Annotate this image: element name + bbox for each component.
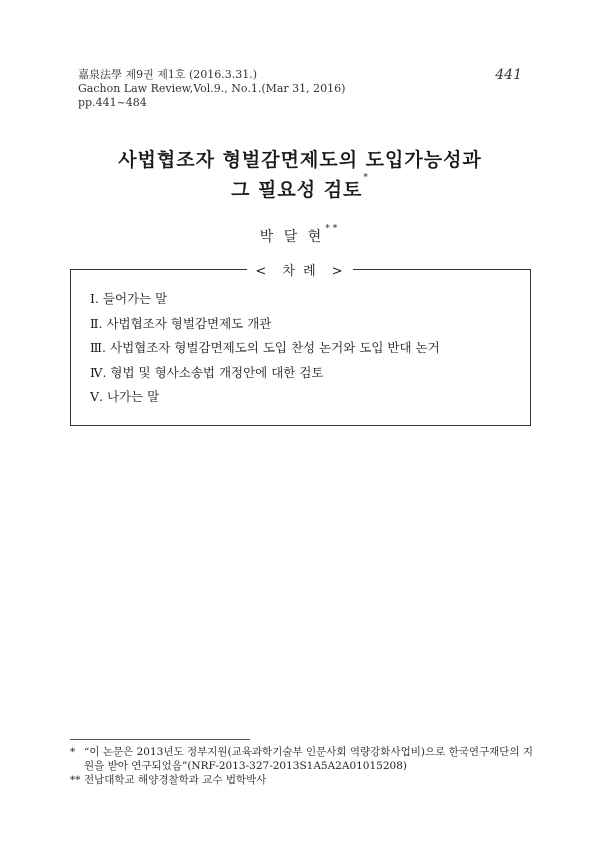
author <box>0 226 600 246</box>
footnote-mark: * <box>70 746 76 758</box>
footnote <box>70 773 540 787</box>
toc-right-bracket-icon: > <box>328 264 349 279</box>
footnotes <box>70 745 540 787</box>
journal-pages: pp.441~484 <box>78 96 147 109</box>
footnote <box>70 745 540 773</box>
toc-item: Ⅴ. 나가는 말 <box>90 389 160 404</box>
footnote-mark: ** <box>70 774 81 786</box>
footnote-text: “이 논문은 2013년도 정부지원(교육과학기술부 인문사회 역량강화사업비)으로 한국연구재단의 지원을 받아 연구되었음”(NRF-2013-327-2013S1A5A2A01015208) <box>84 746 534 772</box>
toc-item: Ⅱ. 사법협조자 형벌감면제도 개관 <box>90 315 272 331</box>
toc-list <box>90 289 440 412</box>
journal-header <box>78 68 345 110</box>
toc-item: Ⅲ. 사법협조자 형벌감면제도의 도입 찬성 논거와 도입 반대 논거 <box>90 340 440 355</box>
title-footnote-mark: * <box>363 173 369 183</box>
toc-left-bracket-icon: < <box>251 264 272 279</box>
footnote-text: 전남대학교 해양경찰학과 교수 법학박사 <box>84 774 267 786</box>
paper-title-line2: 그 필요성 검토* <box>231 173 369 201</box>
author-footnote-mark: ** <box>325 224 341 234</box>
toc-heading <box>0 260 600 279</box>
journal-issue-ko: 嘉泉法學 제9권 제1호 (2016.3.31.) <box>78 68 258 81</box>
author-name: 박 달 현 <box>259 229 325 245</box>
toc-heading-label: 차 례 <box>278 264 321 279</box>
toc-item: Ⅰ. 들어가는 말 <box>90 291 168 306</box>
footnote-divider <box>70 739 250 740</box>
paper-title-line1: 사법협조자 형벌감면제도의 도입가능성과 <box>118 149 482 171</box>
page-number: 441 <box>495 67 522 83</box>
journal-issue-en: Gachon Law Review,Vol.9., No.1.(Mar 31, 2016) <box>78 82 346 95</box>
toc-item: Ⅳ. 형법 및 형사소송법 개정안에 대한 검토 <box>90 364 324 380</box>
